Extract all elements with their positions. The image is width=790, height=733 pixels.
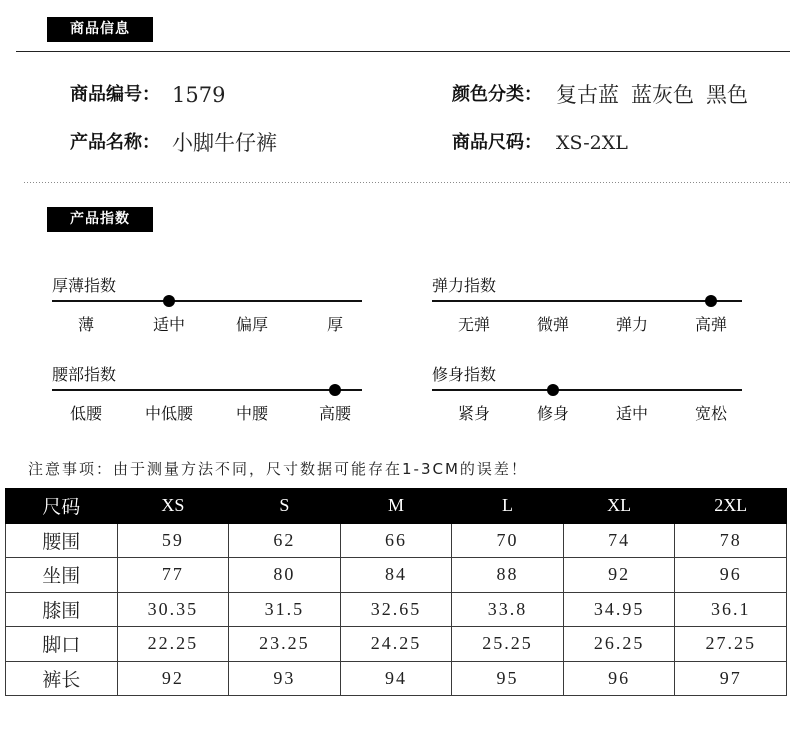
item-number-label: 商品编号： bbox=[70, 84, 160, 105]
product-name-label: 产品名称： bbox=[70, 132, 160, 153]
measurement-value: 59 bbox=[117, 523, 229, 558]
size-table-row bbox=[6, 558, 787, 593]
thickness-index bbox=[52, 274, 362, 338]
measurement-note: 注意事项：由于测量方法不同，尺寸数据可能存在1-3CM的误差！ bbox=[28, 460, 528, 478]
size-header-cell: L bbox=[452, 489, 564, 524]
size-table-header-row bbox=[6, 489, 787, 524]
size-table-row bbox=[6, 592, 787, 627]
elasticity-option-high: 高弹 bbox=[694, 315, 728, 334]
fit-option-tight: 紧身 bbox=[457, 404, 491, 423]
fit-index-title: 修身指数 bbox=[432, 365, 497, 384]
measurement-value: 80 bbox=[229, 558, 341, 593]
size-range-value: XS-2XL bbox=[556, 132, 628, 154]
measurement-value: 84 bbox=[340, 558, 452, 593]
measurement-value: 97 bbox=[675, 661, 787, 696]
measurement-value: 32.65 bbox=[340, 592, 452, 627]
measurement-value: 93 bbox=[229, 661, 341, 696]
size-header-cell: S bbox=[229, 489, 341, 524]
product-info-title: 商品信息 bbox=[70, 21, 130, 37]
waist-rise-index bbox=[52, 363, 362, 427]
measurement-value: 66 bbox=[340, 523, 452, 558]
waist-rise-option-low: 低腰 bbox=[69, 404, 103, 423]
elasticity-index-marker bbox=[705, 295, 717, 307]
thickness-index-scale bbox=[52, 300, 362, 302]
section-divider-dotted bbox=[24, 182, 790, 183]
waist-rise-option-high: 高腰 bbox=[318, 404, 352, 423]
measurement-value: 30.35 bbox=[117, 592, 229, 627]
size-header-cell: XL bbox=[563, 489, 675, 524]
size-table-body bbox=[6, 489, 787, 696]
elasticity-index-scale bbox=[432, 300, 742, 302]
elasticity-index-title: 弹力指数 bbox=[432, 276, 497, 295]
fit-option-regular: 适中 bbox=[615, 404, 649, 423]
measurement-value: 74 bbox=[563, 523, 675, 558]
measurement-value: 96 bbox=[563, 661, 675, 696]
measurement-name: 腰围 bbox=[6, 523, 118, 558]
color-option: 蓝灰色 bbox=[631, 83, 694, 107]
size-table-row bbox=[6, 523, 787, 558]
size-header-label: 尺码 bbox=[6, 489, 118, 524]
measurement-value: 70 bbox=[452, 523, 564, 558]
waist-rise-option-mid-low: 中低腰 bbox=[144, 404, 194, 423]
measurement-value: 88 bbox=[452, 558, 564, 593]
size-header-cell: 2XL bbox=[675, 489, 787, 524]
product-name-value: 小脚牛仔裤 bbox=[172, 131, 277, 155]
measurement-value: 24.25 bbox=[340, 627, 452, 662]
fit-index bbox=[432, 363, 742, 427]
measurement-name: 裤长 bbox=[6, 661, 118, 696]
measurement-value: 92 bbox=[117, 661, 229, 696]
color-options-value bbox=[556, 80, 748, 110]
waist-rise-option-mid: 中腰 bbox=[235, 404, 269, 423]
size-table bbox=[5, 488, 787, 696]
size-range-label: 商品尺码： bbox=[452, 132, 542, 153]
measurement-name: 膝围 bbox=[6, 592, 118, 627]
product-info-tag bbox=[47, 17, 153, 42]
measurement-value: 23.25 bbox=[229, 627, 341, 662]
measurement-value: 22.25 bbox=[117, 627, 229, 662]
elasticity-option-none: 无弹 bbox=[457, 315, 491, 334]
waist-rise-index-scale bbox=[52, 389, 362, 391]
measurement-value: 34.95 bbox=[563, 592, 675, 627]
measurement-value: 92 bbox=[563, 558, 675, 593]
fit-option-loose: 宽松 bbox=[694, 404, 728, 423]
measurement-value: 62 bbox=[229, 523, 341, 558]
elasticity-option-slight: 微弹 bbox=[536, 315, 570, 334]
measurement-value: 78 bbox=[675, 523, 787, 558]
measurement-value: 36.1 bbox=[675, 592, 787, 627]
elasticity-option-stretch: 弹力 bbox=[615, 315, 649, 334]
size-header-cell: M bbox=[340, 489, 452, 524]
thickness-index-marker bbox=[163, 295, 175, 307]
header-divider bbox=[16, 51, 790, 52]
thickness-option-slightly-thick: 偏厚 bbox=[235, 315, 269, 334]
fit-option-slim: 修身 bbox=[536, 404, 570, 423]
color-option: 复古蓝 bbox=[556, 83, 619, 107]
measurement-value: 26.25 bbox=[563, 627, 675, 662]
measurement-name: 坐围 bbox=[6, 558, 118, 593]
thickness-option-thin: 薄 bbox=[77, 315, 95, 334]
measurement-value: 31.5 bbox=[229, 592, 341, 627]
measurement-value: 94 bbox=[340, 661, 452, 696]
measurement-value: 33.8 bbox=[452, 592, 564, 627]
fit-index-scale bbox=[432, 389, 742, 391]
size-table-row bbox=[6, 661, 787, 696]
size-table-row bbox=[6, 627, 787, 662]
product-index-title: 产品指数 bbox=[70, 211, 130, 227]
product-index-tag bbox=[47, 207, 153, 232]
color-option: 黑色 bbox=[706, 83, 748, 107]
item-number-value: 1579 bbox=[172, 83, 226, 107]
measurement-name: 脚口 bbox=[6, 627, 118, 662]
waist-rise-index-title: 腰部指数 bbox=[52, 365, 117, 384]
thickness-index-title: 厚薄指数 bbox=[52, 276, 117, 295]
measurement-value: 77 bbox=[117, 558, 229, 593]
waist-rise-index-marker bbox=[329, 384, 341, 396]
measurement-value: 95 bbox=[452, 661, 564, 696]
thickness-option-thick: 厚 bbox=[326, 315, 344, 334]
thickness-option-medium: 适中 bbox=[152, 315, 186, 334]
color-options-label: 颜色分类： bbox=[452, 84, 542, 105]
fit-index-marker bbox=[547, 384, 559, 396]
size-header-cell: XS bbox=[117, 489, 229, 524]
elasticity-index bbox=[432, 274, 742, 338]
measurement-value: 27.25 bbox=[675, 627, 787, 662]
measurement-value: 96 bbox=[675, 558, 787, 593]
measurement-value: 25.25 bbox=[452, 627, 564, 662]
